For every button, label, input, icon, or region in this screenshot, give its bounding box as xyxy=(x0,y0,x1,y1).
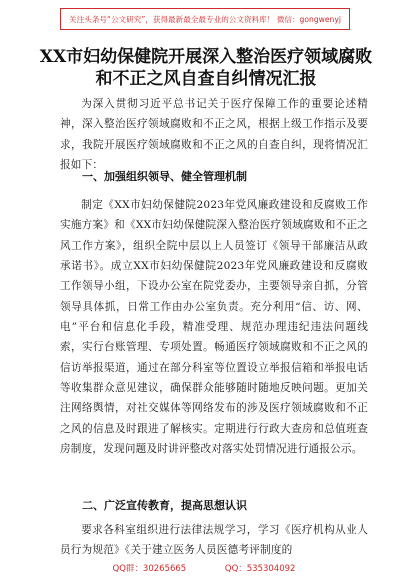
section-heading-2: 二、广泛宣传教育，提高思想认识 xyxy=(82,499,247,512)
section-paragraph-1: 制定《XX市妇幼保健院2023年党风廉政建设和反腐败工作实施方案》和《XX市妇幼保健院深入整治医疗领域腐败和不正之风工作方案》，组织全院中层以上人员签订《领导干部廉洁从政承诺书》。成立XX市妇幼保健院2023年党风廉政建设和反腐败工作领导小组，下设办公室在院党委办，主要领导亲自抓，分管领导具体抓，日常工作由办公室负责。充分利用“信、访、网、电”平台和信息化手段，精准受理、规范办理违纪违法问题线索，实行台账管理、专项处置。畅通医疗领域腐败和不正之风的信访举报渠道，通过在部分科室等位置设立举报信箱和举报电话等收集群众意见建议，确保群众能够随时随地反映问题。更加关注网络舆情，对社交媒体等网络发布的涉及医疗领域腐败和不正之风的信息及时跟进了解核实。定期进行行政大查房和总值班查房制度，发现问题及时讲评整改对落实处罚情况进行通报公示。 xyxy=(60,199,368,456)
footer-qq-group: QQ群：30265665 xyxy=(112,564,187,574)
intro-paragraph: 为深入贯彻习近平总书记关于医疗保障工作的重要论述精神，深入整治医疗领域腐败和不正之风，根据上级工作指示及要求，我院开展医疗领域腐败和不正之风的自查自纠，现将情况汇报如下： xyxy=(60,98,368,172)
header-banner: 关注头条号“公文研究”，获得最新最全最专业的公文资料库！ 微信：gongwenyj xyxy=(60,8,350,30)
section-paragraph-2: 要求各科室组织进行法律法规学习，学习《医疗机构从业人员行为规范》《关于建立医务人员医德考评制度的 xyxy=(60,524,368,557)
document-title: XX市妇幼保健院开展深入整治医疗领域腐败和不正之风自查自纠情况汇报 xyxy=(39,47,373,89)
section-heading-1: 一、加强组织领导、健全管理机制 xyxy=(82,170,247,183)
footer-qq: QQ：535304092 xyxy=(224,564,296,574)
page-footer xyxy=(0,562,408,574)
